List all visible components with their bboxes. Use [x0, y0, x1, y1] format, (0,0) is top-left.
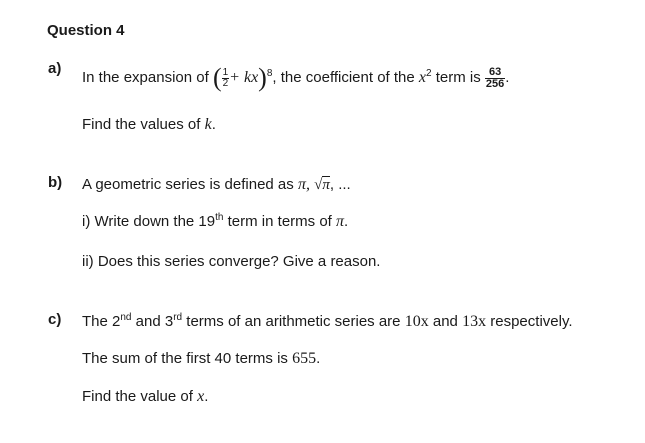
square-exponent: 2	[426, 68, 432, 79]
sqrt-symbol: √	[314, 177, 323, 193]
part-a-statement	[82, 62, 509, 94]
period: .	[505, 69, 510, 86]
part-a-find: Find the values of k.	[82, 116, 216, 133]
part-b-statement: A geometric series is defined as π, √π, ...	[82, 176, 351, 193]
part-b-i: i) Write down the 19th term in terms of π.	[82, 212, 349, 230]
part-b-label: b)	[48, 174, 63, 191]
part-a-label: a)	[48, 60, 62, 77]
close-paren: )	[258, 63, 267, 93]
part-c-statement: The 2nd and 3rd terms of an arithmetic series are 10x and 13x respectively.	[82, 312, 573, 330]
pi-term-2: π	[322, 177, 330, 193]
part-c-find: Find the value of x.	[82, 388, 209, 405]
part-c-sum: The sum of the first 40 terms is 655.	[82, 350, 321, 367]
part-a-text-before: In the expansion of	[82, 69, 209, 86]
coefficient-fraction: $\frac{63}{256}$	[485, 65, 505, 90]
plus-kx: + kx	[229, 69, 259, 86]
part-a-text-mid: , the coefficient of the	[272, 69, 415, 86]
open-paren: (	[212, 63, 222, 93]
half-fraction: $\frac{1}{2}$	[222, 66, 229, 89]
part-a-text-after: term is	[435, 69, 481, 86]
x-var: x	[418, 69, 427, 86]
power-8: 8	[266, 68, 273, 79]
part-c-label: c)	[48, 311, 62, 328]
question-title: Question 4	[47, 22, 125, 39]
ellipsis: , ...	[329, 176, 351, 193]
pi-term-1: π,	[297, 176, 310, 193]
part-b-ii: ii) Does this series converge? Give a reason.	[82, 253, 381, 270]
